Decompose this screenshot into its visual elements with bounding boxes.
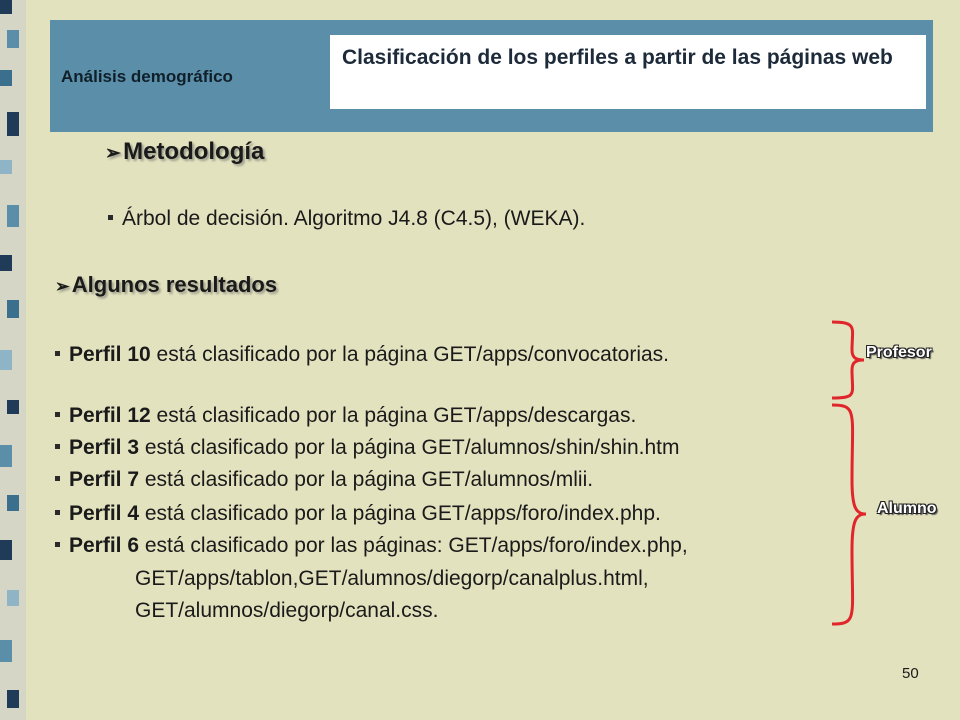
result-text: está clasificado por las páginas: GET/apps/foro/index.php, (139, 534, 688, 557)
page-number: 50 (902, 665, 919, 682)
result-continuation-line: GET/alumnos/diegorp/canal.css. (135, 599, 439, 622)
profile-name: Perfil 6 (69, 534, 140, 557)
metodologia-heading-text: Metodología (123, 138, 265, 165)
result-text: está clasificado por la página GET/apps/foro/index.php. (139, 502, 661, 525)
profile-name: Perfil 7 (69, 468, 140, 491)
metodologia-item-text: Árbol de decisión. Algoritmo J4.8 (C4.5), (WEKA). (122, 207, 586, 230)
arrow-bullet-icon: ➢ (105, 143, 122, 164)
profesor-label: Profesor (866, 344, 932, 361)
result-text: está clasificado por la página GET/apps/convocatorias. (150, 343, 670, 366)
profile-name: Perfil 3 (69, 436, 140, 459)
section-label: Análisis demográfico (61, 67, 233, 86)
alumno-label: Alumno (877, 500, 937, 517)
result-text: está clasificado por la página GET/alumnos/shin/shin.htm (139, 436, 680, 459)
arrow-bullet-icon: ➢ (55, 276, 70, 296)
result-text: está clasificado por la página GET/apps/descargas. (150, 404, 637, 427)
profile-name: Perfil 12 (69, 404, 151, 427)
result-continuation-line: GET/apps/tablon,GET/alumnos/diegorp/canalplus.html, (135, 567, 649, 590)
slide-title: Clasificación de los perfiles a partir de las páginas web (330, 35, 926, 109)
result-text: está clasificado por la página GET/alumnos/mlii. (139, 468, 594, 491)
profesor-brace (832, 322, 864, 398)
resultados-heading-text: Algunos resultados (71, 272, 278, 297)
profile-name: Perfil 10 (69, 343, 151, 366)
profile-name: Perfil 4 (69, 502, 140, 525)
alumno-brace (832, 405, 866, 624)
